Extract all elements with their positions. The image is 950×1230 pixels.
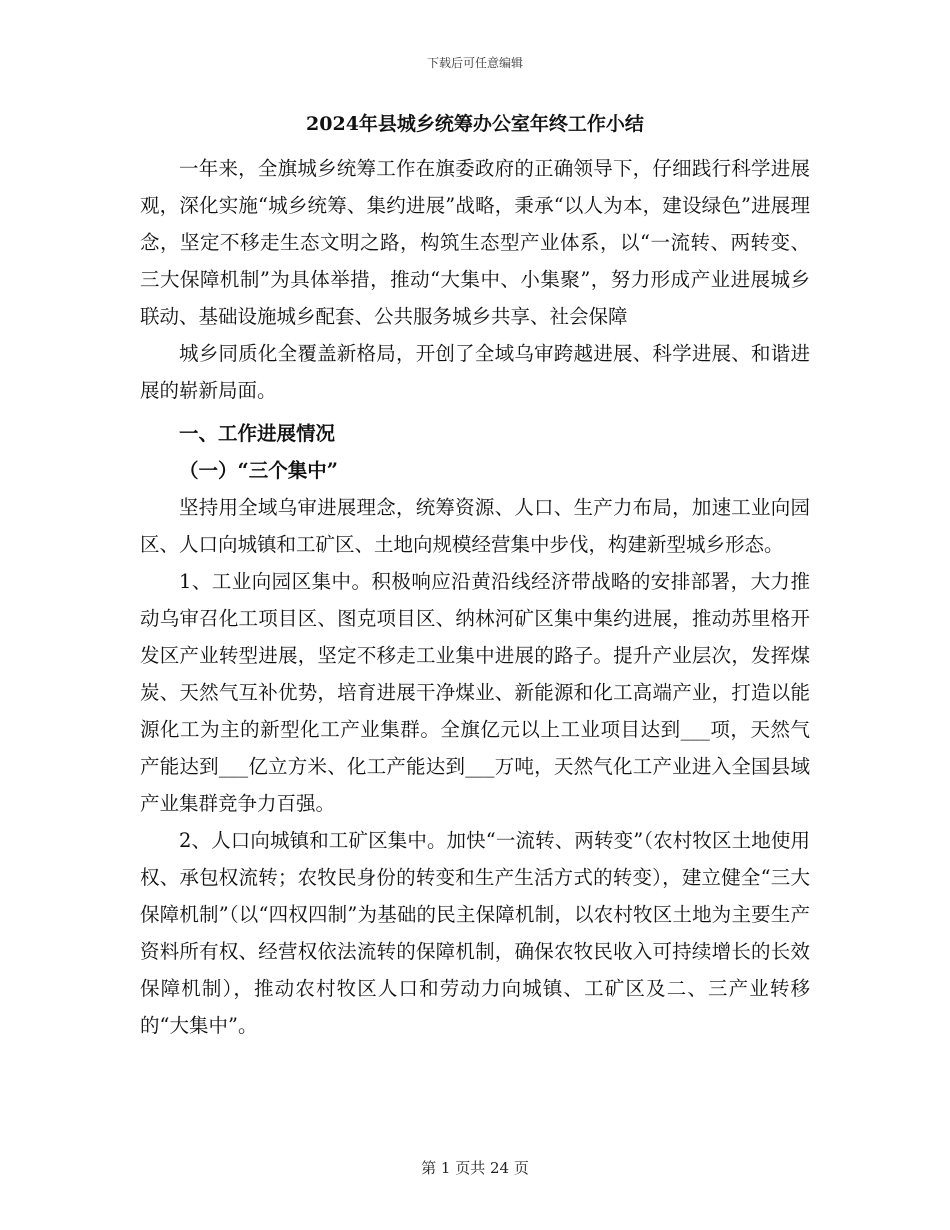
document-title: 2024年县城乡统筹办公室年终工作小结 bbox=[306, 113, 644, 135]
body-paragraph-population: 2、人口向城镇和工矿区集中。加快“一流转、两转变”（农村牧区土地使用权、承包权流转；农牧民身份的转变和生产生活方式的转变），建立健全“三大保障机制”（以“四权四制”为基础的民主保障机制，以农村牧区土地为主要生产资料所有权、经营权依法流转的保障机制，确保农牧民收入可持续增长的长效保障机制），推动农村牧区人口和劳动力向城镇、工矿区及二、三产业转移的“大集中”。 bbox=[140, 829, 810, 1037]
page-header-note: 下载后可任意编辑 bbox=[426, 56, 523, 70]
subsection-heading: （一）“三个集中” bbox=[179, 459, 338, 482]
intro-paragraph-continued: 城乡同质化全覆盖新格局，开创了全域乌审跨越进展、科学进展、和谐进展的崭新局面。 bbox=[140, 342, 810, 402]
document-body bbox=[140, 112, 810, 1044]
body-paragraph-industry: 1、工业向园区集中。积极响应沿黄沿线经济带战略的安排部署，大力推动乌审召化工项目区、图克项目区、纳林河矿区集中集约进展，推动苏里格开发区产业转型进展，坚定不移走工业集中进展的路子。提升产业层次，发挥煤炭、天然气互补优势，培育进展干净煤业、新能源和化工高端产业，打造以能源化工为主的新型化工产业集群。全旗亿元以上工业项目达到___项，天然气产能达到___亿立方米、化工产能达到___万吨，天然气化工产业进入全国县域产业集群竞争力百强。 bbox=[140, 570, 810, 815]
section-heading: 一、工作进展情况 bbox=[179, 422, 336, 445]
intro-paragraph: 一年来，全旗城乡统筹工作在旗委政府的正确领导下，仔细践行科学进展观，深化实施“城乡统筹、集约进展”战略，秉承“以人为本，建设绿色”进展理念，坚定不移走生态文明之路，构筑生态型产业体系，以“一流转、两转变、三大保障机制”为具体举措，推动“大集中、小集聚”，努力形成产业进展城乡联动、基础设施城乡配套、公共服务城乡共享、社会保障 bbox=[140, 157, 810, 328]
page-number: 第 1 页共 24 页 bbox=[421, 1159, 529, 1177]
body-paragraph: 坚持用全域乌审进展理念，统筹资源、人口、生产力布局，加速工业向园区、人口向城镇和工矿区、土地向规模经营集中步伐，构建新型城乡形态。 bbox=[140, 496, 810, 556]
